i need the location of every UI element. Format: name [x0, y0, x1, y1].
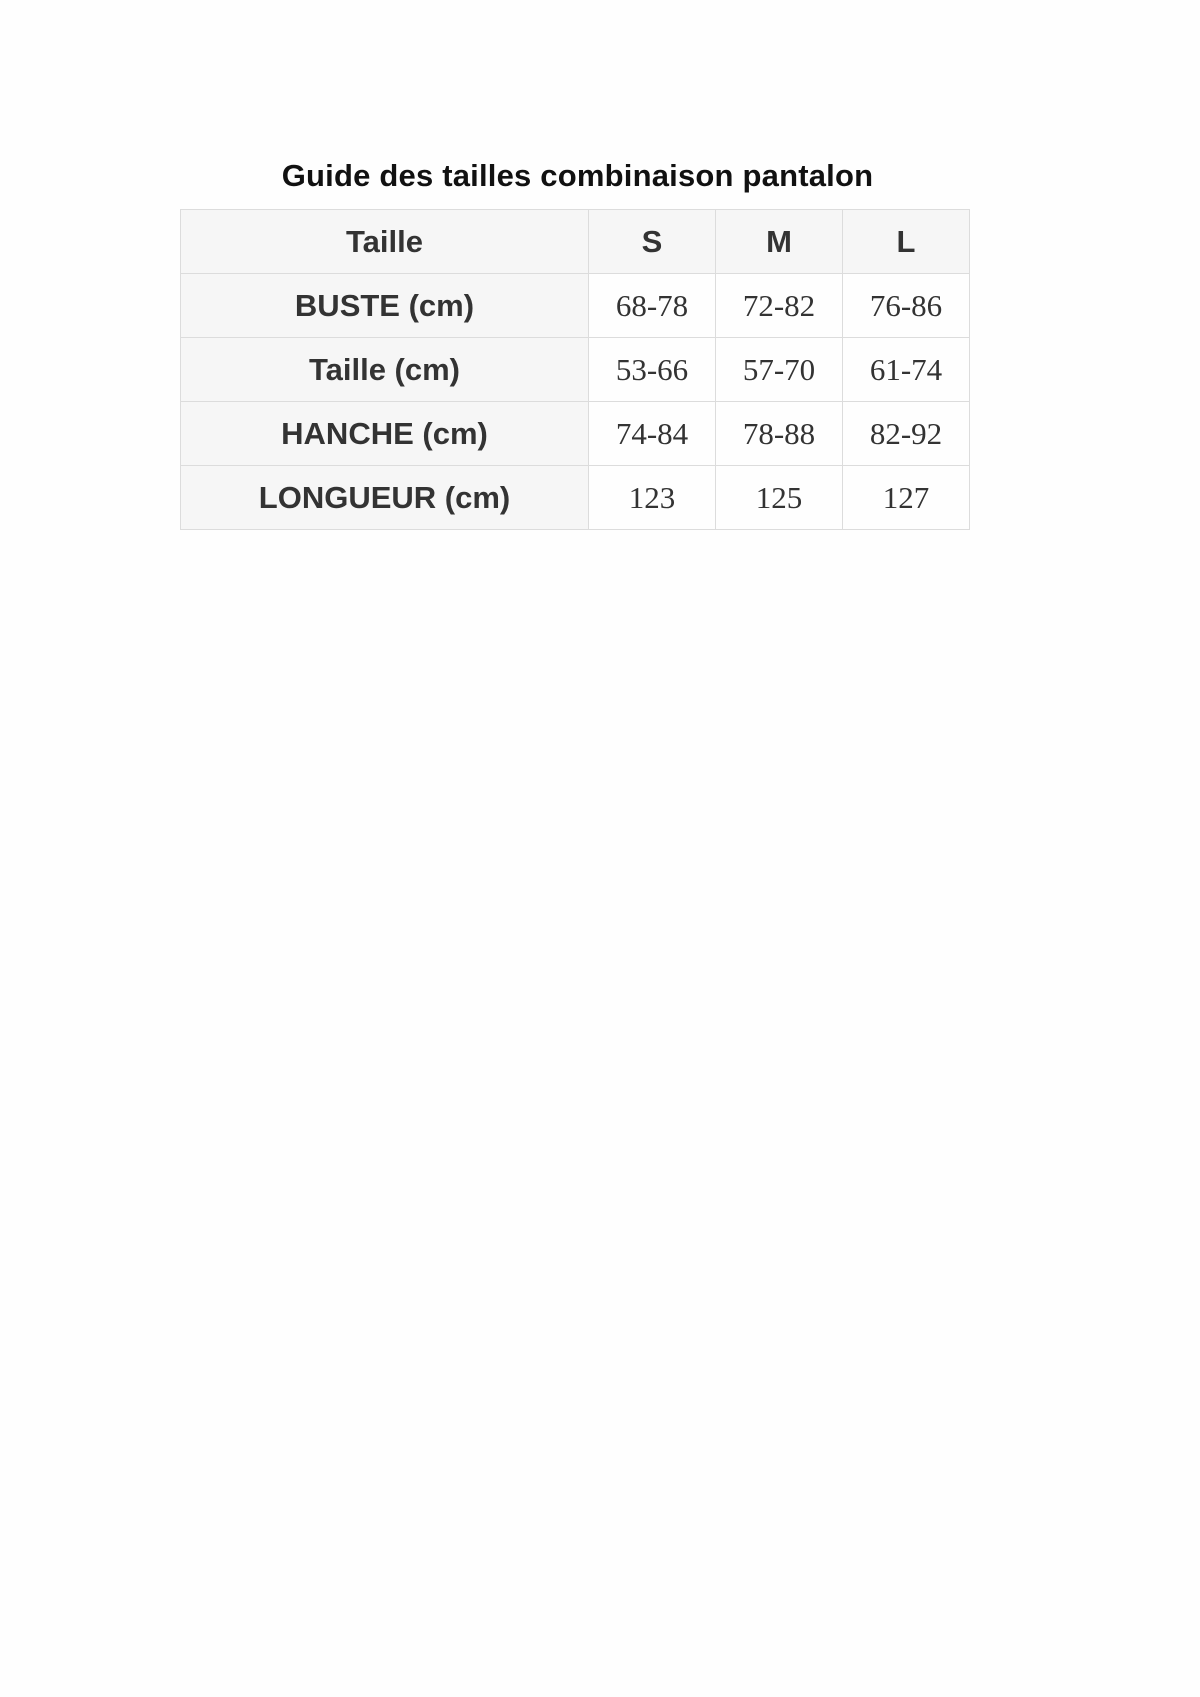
table-row-waist	[181, 338, 970, 402]
hip-value-s: 74-84	[589, 402, 716, 466]
header-size-s: S	[589, 210, 716, 274]
waist-value-s: 53-66	[589, 338, 716, 402]
table-row-hip	[181, 402, 970, 466]
row-label-length: LONGUEUR (cm)	[181, 466, 589, 530]
page-title: Guide des tailles combinaison pantalon	[281, 158, 874, 193]
header-size-l: L	[843, 210, 970, 274]
row-label-bust: BUSTE (cm)	[181, 274, 589, 338]
header-label-cell: Taille	[181, 210, 589, 274]
hip-value-l: 82-92	[843, 402, 970, 466]
row-label-waist: Taille (cm)	[181, 338, 589, 402]
bust-value-l: 76-86	[843, 274, 970, 338]
table-header-row	[181, 210, 970, 274]
size-chart-table	[180, 209, 970, 530]
waist-value-m: 57-70	[716, 338, 843, 402]
table-row-bust	[181, 274, 970, 338]
header-size-m: M	[716, 210, 843, 274]
table-row-length	[181, 466, 970, 530]
bust-value-s: 68-78	[589, 274, 716, 338]
waist-value-l: 61-74	[843, 338, 970, 402]
bust-value-m: 72-82	[716, 274, 843, 338]
length-value-l: 127	[843, 466, 970, 530]
length-value-m: 125	[716, 466, 843, 530]
hip-value-m: 78-88	[716, 402, 843, 466]
length-value-s: 123	[589, 466, 716, 530]
row-label-hip: HANCHE (cm)	[181, 402, 589, 466]
